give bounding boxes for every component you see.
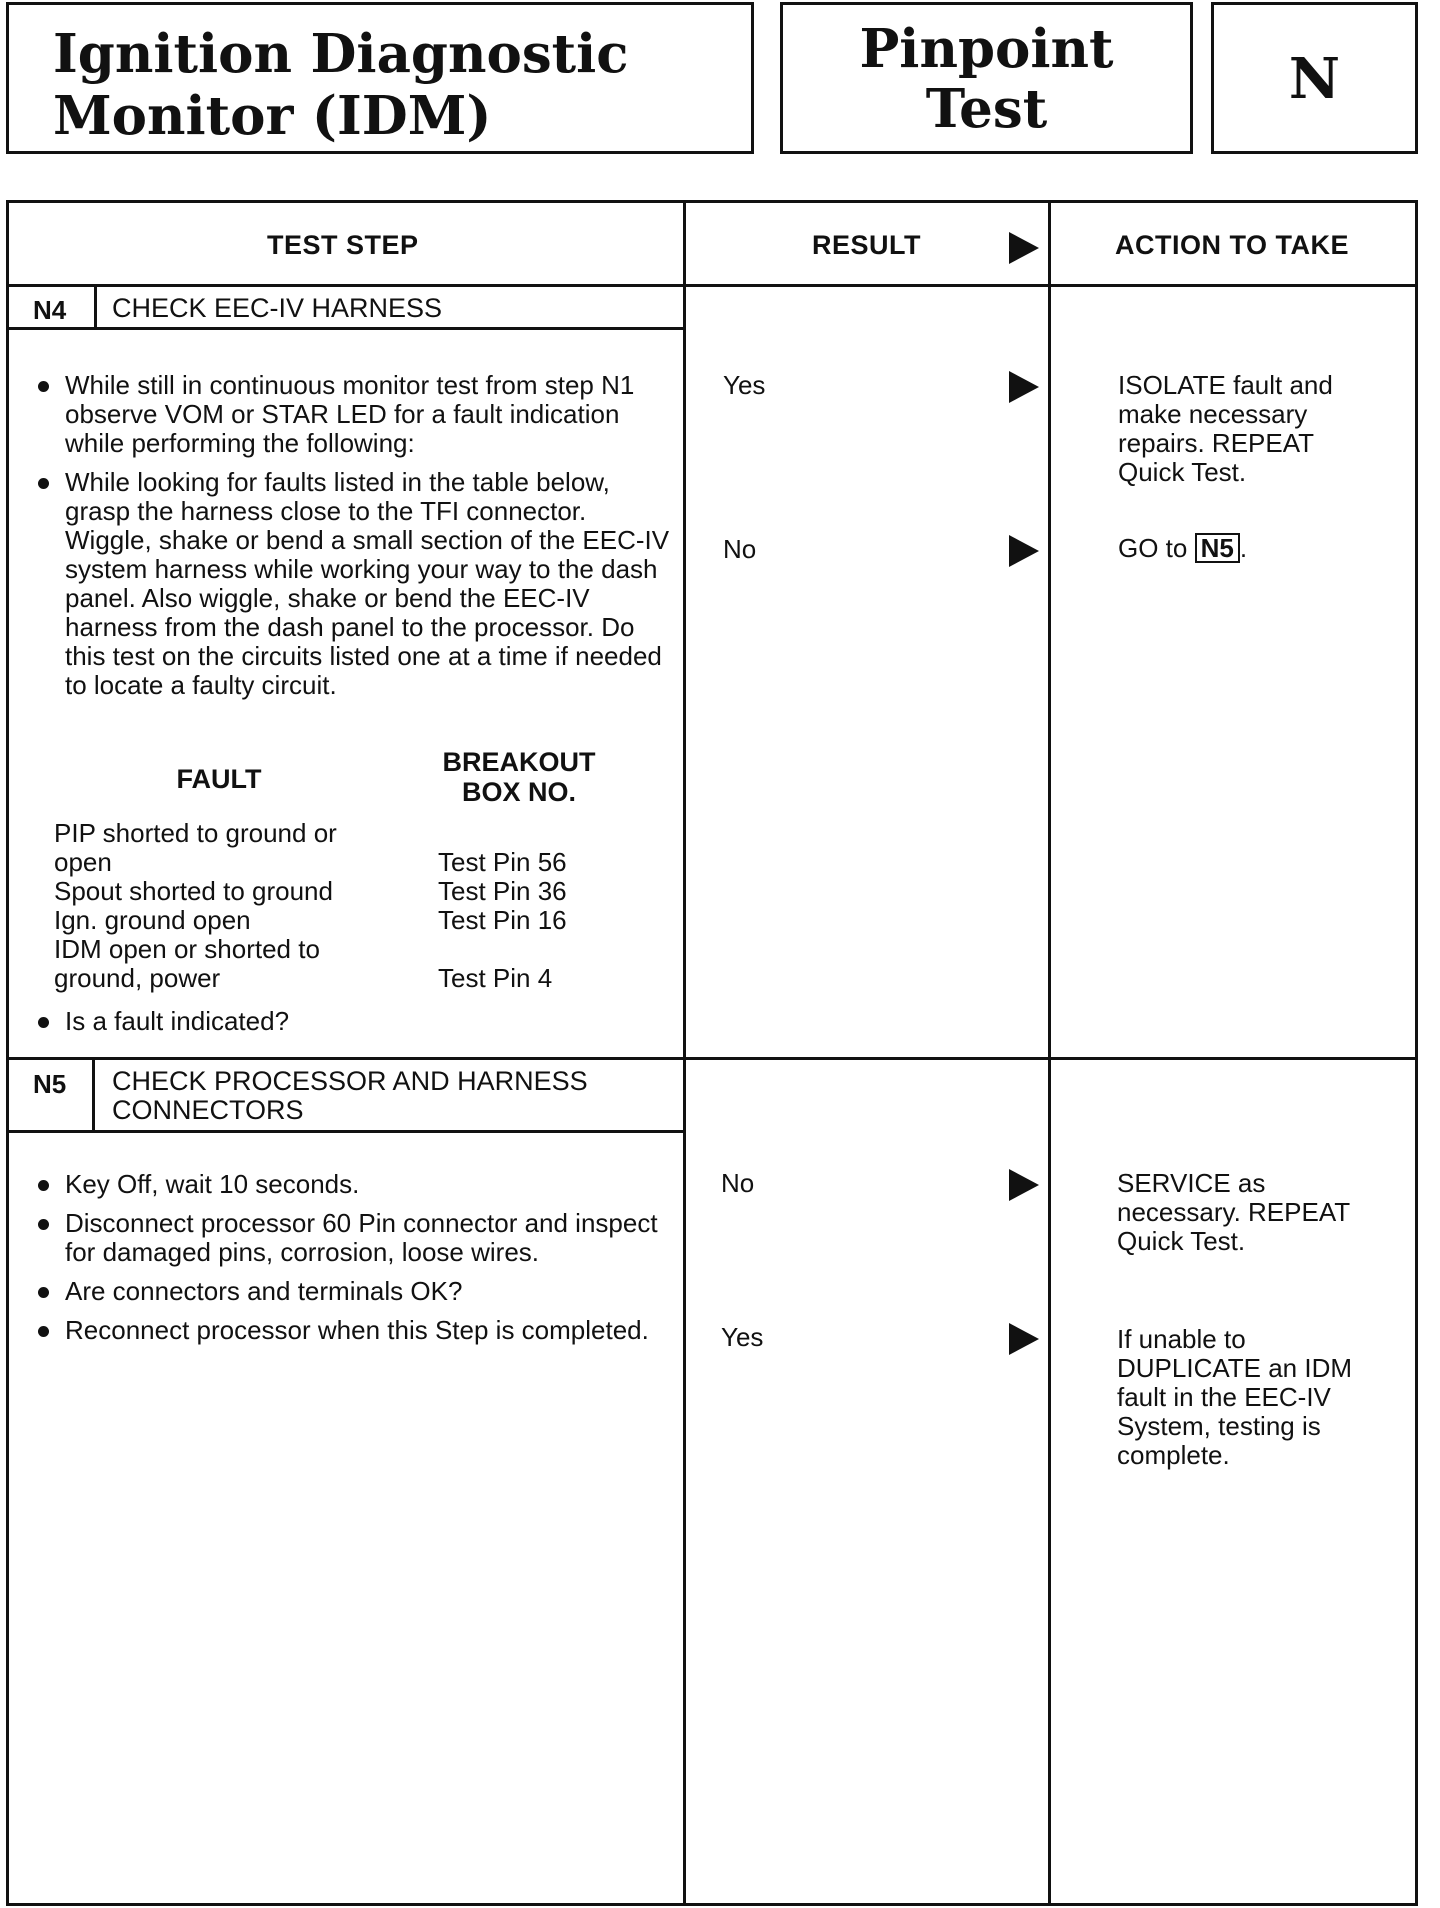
action-go-to-label: GO to	[1118, 533, 1188, 563]
step-n5-id-divider	[92, 1057, 95, 1131]
column-divider-action	[1048, 203, 1051, 1903]
breakout-pin-list	[438, 819, 638, 993]
pin-line	[438, 935, 638, 964]
column-header-result: RESULT	[812, 230, 921, 260]
column-divider-result	[683, 203, 686, 1903]
pin-line: Test Pin 16	[438, 905, 567, 935]
pin-line: Test Pin 56	[438, 847, 567, 877]
action-n5-no: SERVICE as necessary. REPEAT Quick Test.	[1117, 1168, 1350, 1256]
list-item: While looking for faults listed in the table below, grasp the harness close to the TFI connector. Wiggle, shake or bend a small section of the EEC-IV system harness while working your way to the dash panel. Also wiggle, shake or bend the EEC-IV harness from the dash panel to the processor. Do this test on the circuits listed one at a time if needed to locate a faulty circuit.	[35, 468, 675, 700]
result-n4-yes: Yes	[723, 370, 766, 400]
title-box	[6, 2, 754, 154]
step-n4-instructions	[35, 371, 675, 700]
result-arrow-icon	[1009, 1323, 1039, 1355]
title-line-2: Monitor (IDM)	[53, 85, 492, 147]
pinpoint-test-box	[780, 2, 1193, 154]
header-row-divider	[9, 284, 1415, 287]
step-n4-id-divider	[94, 284, 97, 328]
test-letter-box	[1211, 2, 1418, 154]
pinpoint-line-1: Pinpoint	[859, 18, 1114, 80]
pin-line	[438, 819, 638, 848]
pinpoint-line-2: Test	[925, 78, 1048, 140]
list-item: Is a fault indicated?	[35, 1007, 675, 1036]
list-item: Are connectors and terminals OK?	[35, 1277, 675, 1306]
action-suffix: .	[1239, 533, 1248, 563]
step-n4-title-underline	[9, 327, 686, 330]
result-n5-no: No	[721, 1168, 755, 1198]
fault-line: PIP shorted to ground or	[54, 818, 337, 848]
diagnostic-table	[6, 200, 1418, 1906]
result-arrow-icon	[1009, 535, 1039, 567]
fault-line: IDM open or shorted to	[54, 934, 320, 964]
breakout-header-line-2: BOX NO.	[461, 777, 576, 807]
fault-line: Spout shorted to ground	[54, 876, 333, 906]
result-n5-yes: Yes	[721, 1322, 764, 1352]
title-line-1: Ignition Diagnostic	[53, 23, 629, 85]
column-header-test-step: TEST STEP	[267, 230, 419, 260]
fault-list	[54, 819, 394, 993]
test-letter: N	[1288, 46, 1341, 112]
list-item: Disconnect processor 60 Pin connector and inspect for damaged pins, corrosion, loose wires.	[35, 1209, 675, 1267]
step-title-n5-line-1: CHECK PROCESSOR AND HARNESS	[112, 1066, 588, 1096]
result-arrow-icon	[1009, 1169, 1039, 1201]
step-title-n4: CHECK EEC-IV HARNESS	[112, 293, 443, 323]
pinpoint-test-label	[783, 19, 1190, 139]
step-n5-instructions	[35, 1170, 675, 1345]
result-arrow-icon	[1009, 371, 1039, 403]
step-title-n5	[112, 1067, 588, 1125]
result-arrow-icon	[1009, 232, 1039, 264]
list-item: Reconnect processor when this Step is completed.	[35, 1316, 675, 1345]
step-n4-question	[35, 1007, 675, 1036]
list-item: While still in continuous monitor test from step N1 observe VOM or STAR LED for a fault indication while performing the following:	[35, 371, 675, 458]
step-id-n4: N4	[33, 295, 67, 325]
fault-line: ground, power	[54, 963, 221, 993]
step-reference-n5[interactable]: N5	[1195, 533, 1240, 563]
page-title	[53, 23, 629, 147]
step-divider	[9, 1057, 1415, 1060]
fault-line: open	[54, 847, 112, 877]
result-n4-no: No	[723, 534, 757, 564]
step-id-n5: N5	[33, 1069, 67, 1099]
column-header-action: ACTION TO TAKE	[1115, 230, 1349, 260]
step-n5-title-underline	[9, 1130, 686, 1133]
list-item: Key Off, wait 10 seconds.	[35, 1170, 675, 1199]
pin-line: Test Pin 4	[438, 963, 553, 993]
action-n4-yes: ISOLATE fault and make necessary repairs. REPEAT Quick Test.	[1118, 370, 1333, 487]
breakout-column-header	[429, 747, 609, 807]
fault-line: Ign. ground open	[54, 905, 251, 935]
step-title-n5-line-2: CONNECTORS	[112, 1095, 304, 1125]
breakout-header-line-1: BREAKOUT	[442, 747, 596, 777]
action-n4-no	[1118, 533, 1247, 563]
action-n5-yes: If unable to DUPLICATE an IDM fault in the EEC-IV System, testing is complete.	[1117, 1324, 1353, 1470]
pin-line: Test Pin 36	[438, 876, 567, 906]
fault-column-header: FAULT	[176, 764, 262, 794]
